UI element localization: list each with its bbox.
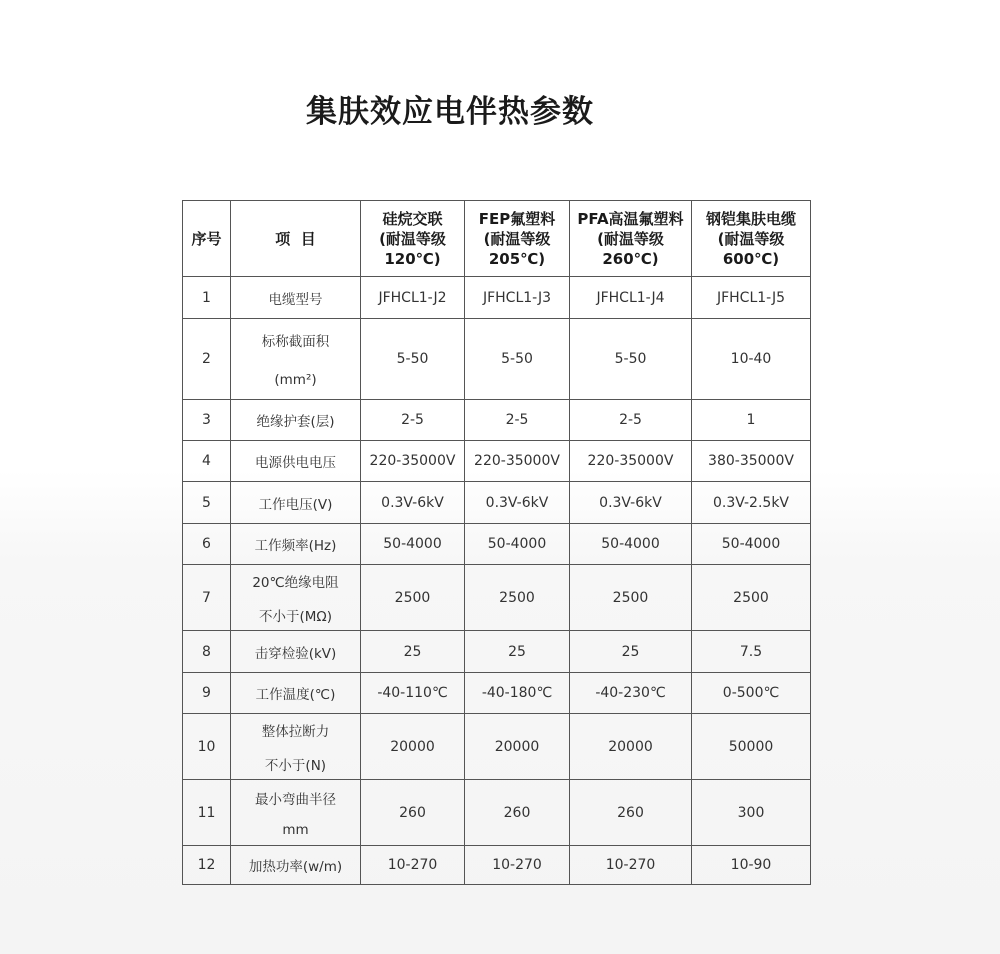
row-value-pfa: 20000 xyxy=(570,714,692,780)
row-value-armored: 1 xyxy=(692,400,811,441)
row-value-silane: 220-35000V xyxy=(361,441,465,482)
row-index: 3 xyxy=(183,400,231,441)
row-item xyxy=(231,441,361,482)
row-value-armored: 380-35000V xyxy=(692,441,811,482)
row-item-line: 不小于(N) xyxy=(264,757,327,774)
row-item-line: 工作电压(V) xyxy=(258,496,333,513)
parameters-table xyxy=(182,200,811,885)
row-item xyxy=(231,846,361,885)
row-value-fep: 25 xyxy=(465,631,570,673)
row-value-fep: 260 xyxy=(465,780,570,846)
row-item xyxy=(231,780,361,846)
row-item-line: 20℃绝缘电阻 xyxy=(252,574,339,591)
row-index: 11 xyxy=(183,780,231,846)
row-index: 4 xyxy=(183,441,231,482)
row-value-silane: 10-270 xyxy=(361,846,465,885)
row-value-pfa: 2500 xyxy=(570,565,692,631)
row-item-line: 电缆型号 xyxy=(268,291,323,308)
row-index: 2 xyxy=(183,319,231,400)
row-value-pfa: -40-230℃ xyxy=(570,673,692,714)
row-item-line: (mm²) xyxy=(274,372,317,388)
row-value-armored: 2500 xyxy=(692,565,811,631)
row-value-pfa: 260 xyxy=(570,780,692,846)
row-value-silane: 50-4000 xyxy=(361,524,465,565)
header-col-fep-line3: 205℃) xyxy=(488,249,546,268)
row-value-armored: JFHCL1-J5 xyxy=(692,277,811,319)
row-item xyxy=(231,714,361,780)
row-item-line: 工作温度(℃) xyxy=(255,687,336,703)
table-row xyxy=(183,780,811,846)
table-row xyxy=(183,846,811,885)
table-row xyxy=(183,673,811,714)
row-item-line: 电源供电电压 xyxy=(255,455,336,471)
row-value-armored: 7.5 xyxy=(692,631,811,673)
row-index: 1 xyxy=(183,277,231,319)
row-value-pfa: 220-35000V xyxy=(570,441,692,482)
header-col-armored-line2: (耐温等级 xyxy=(717,229,785,248)
row-item xyxy=(231,277,361,319)
header-index: 序号 xyxy=(183,201,231,277)
header-col-pfa-line2: (耐温等级 xyxy=(597,229,664,248)
row-index: 12 xyxy=(183,846,231,885)
row-index: 6 xyxy=(183,524,231,565)
table-row xyxy=(183,482,811,524)
row-value-pfa: 50-4000 xyxy=(570,524,692,565)
row-value-armored: 10-40 xyxy=(692,319,811,400)
row-index: 8 xyxy=(183,631,231,673)
row-value-fep: 0.3V-6kV xyxy=(465,482,570,524)
table-row xyxy=(183,524,811,565)
row-item-line: 标称截面积 xyxy=(261,334,330,350)
header-col-silane-line2: (耐温等级 xyxy=(379,229,446,248)
header-col-armored-line1: 钢铠集肤电缆 xyxy=(705,209,796,228)
table-row xyxy=(183,319,811,400)
row-value-armored: 0.3V-2.5kV xyxy=(692,482,811,524)
header-col-silane-line3: 120℃) xyxy=(384,249,441,268)
row-value-pfa: 2-5 xyxy=(570,400,692,441)
header-col-fep xyxy=(465,201,570,277)
row-value-pfa: 0.3V-6kV xyxy=(570,482,692,524)
row-item-line: 加热功率(w/m) xyxy=(248,859,343,875)
row-item xyxy=(231,631,361,673)
row-value-pfa: 25 xyxy=(570,631,692,673)
row-index: 7 xyxy=(183,565,231,631)
row-index: 10 xyxy=(183,714,231,780)
row-item xyxy=(231,673,361,714)
header-col-silane xyxy=(361,201,465,277)
row-value-fep: 220-35000V xyxy=(465,441,570,482)
row-value-fep: 20000 xyxy=(465,714,570,780)
row-item xyxy=(231,524,361,565)
row-item-line: 工作频率(Hz) xyxy=(254,538,337,554)
row-value-fep: 50-4000 xyxy=(465,524,570,565)
row-item-line: 不小于(MΩ) xyxy=(259,608,332,625)
row-value-armored: 50-4000 xyxy=(692,524,811,565)
table-row xyxy=(183,277,811,319)
row-item-line: 最小弯曲半径 xyxy=(255,791,336,808)
row-value-fep: 10-270 xyxy=(465,846,570,885)
row-value-silane: 2-5 xyxy=(361,400,465,441)
row-value-fep: 2500 xyxy=(465,565,570,631)
row-value-silane: 0.3V-6kV xyxy=(361,482,465,524)
row-value-silane: -40-110℃ xyxy=(361,673,465,714)
header-col-pfa-line3: 260℃) xyxy=(602,249,659,268)
row-value-fep: JFHCL1-J3 xyxy=(465,277,570,319)
header-col-pfa-line1: PFA高温氟塑料 xyxy=(577,209,684,228)
row-item xyxy=(231,482,361,524)
row-value-armored: 0-500℃ xyxy=(692,673,811,714)
row-value-silane: JFHCL1-J2 xyxy=(361,277,465,319)
row-value-armored: 50000 xyxy=(692,714,811,780)
table-row xyxy=(183,565,811,631)
row-value-silane: 20000 xyxy=(361,714,465,780)
header-col-fep-line1: FEP氟塑料 xyxy=(478,209,556,228)
header-col-silane-line1: 硅烷交联 xyxy=(382,209,443,228)
row-value-silane: 260 xyxy=(361,780,465,846)
row-value-fep: 5-50 xyxy=(465,319,570,400)
row-value-fep: -40-180℃ xyxy=(465,673,570,714)
row-index: 9 xyxy=(183,673,231,714)
row-value-armored: 10-90 xyxy=(692,846,811,885)
row-value-pfa: 10-270 xyxy=(570,846,692,885)
row-value-fep: 2-5 xyxy=(465,400,570,441)
header-col-fep-line2: (耐温等级 xyxy=(483,229,551,248)
row-value-armored: 300 xyxy=(692,780,811,846)
table-row xyxy=(183,441,811,482)
row-item xyxy=(231,400,361,441)
row-item-line: 整体拉断力 xyxy=(261,723,330,740)
row-value-pfa: 5-50 xyxy=(570,319,692,400)
header-item: 项 目 xyxy=(231,201,361,277)
row-value-pfa: JFHCL1-J4 xyxy=(570,277,692,319)
row-item xyxy=(231,565,361,631)
header-col-armored-line3: 600℃) xyxy=(722,249,780,268)
row-value-silane: 2500 xyxy=(361,565,465,631)
row-value-silane: 5-50 xyxy=(361,319,465,400)
row-item-line: 击穿检验(kV) xyxy=(254,645,337,662)
row-item-line: 绝缘护套(层) xyxy=(256,414,335,430)
row-item xyxy=(231,319,361,400)
table-row xyxy=(183,400,811,441)
page-title: 集肤效应电伴热参数 xyxy=(306,94,594,130)
table-header-row xyxy=(183,201,811,277)
header-col-armored xyxy=(692,201,811,277)
table-row xyxy=(183,714,811,780)
row-value-silane: 25 xyxy=(361,631,465,673)
row-index: 5 xyxy=(183,482,231,524)
row-item-line: mm xyxy=(282,821,309,838)
header-col-pfa xyxy=(570,201,692,277)
table-row xyxy=(183,631,811,673)
